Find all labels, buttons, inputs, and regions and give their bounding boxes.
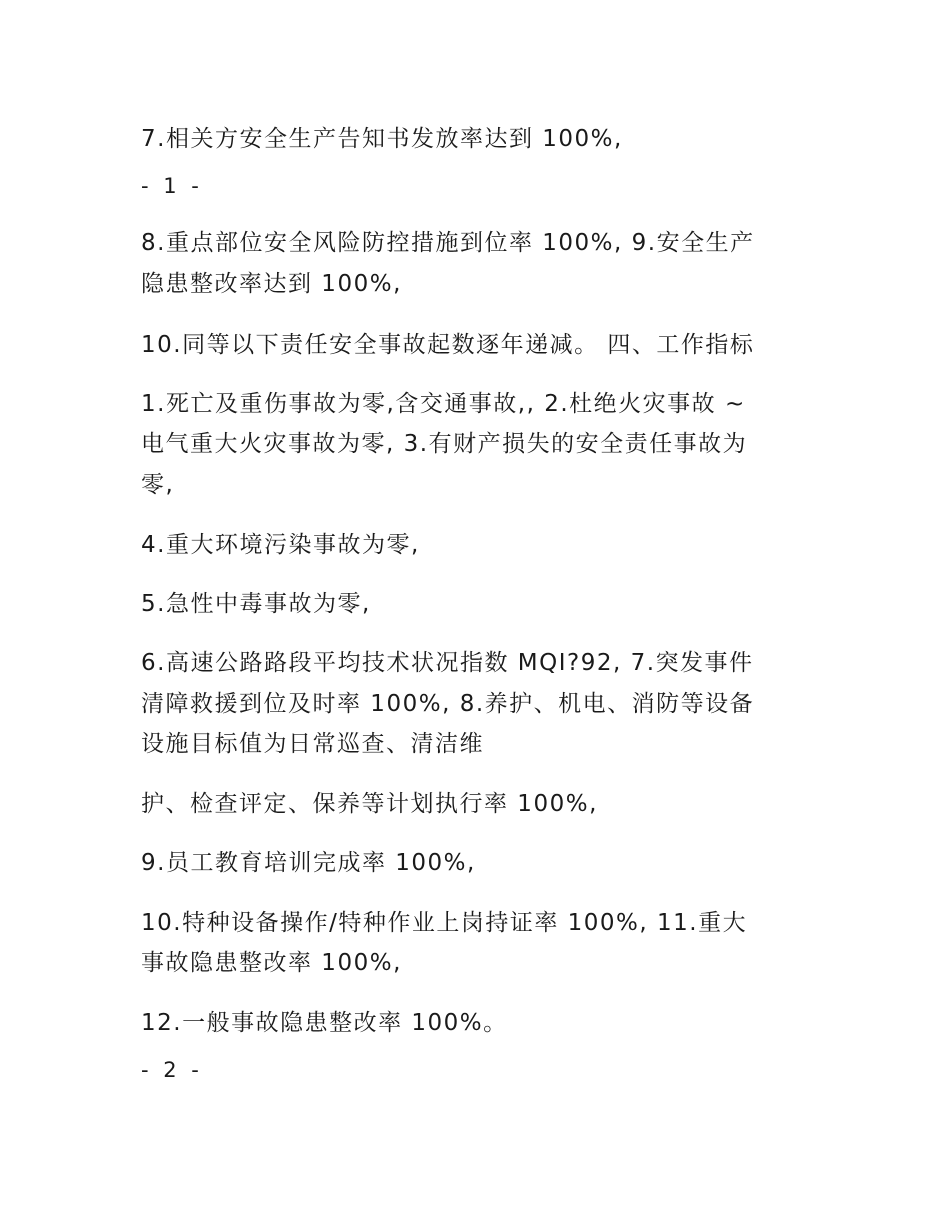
text-line: 零,: [141, 472, 175, 498]
page-number: - 2 -: [141, 1058, 203, 1082]
text-line: 10.同等以下责任安全事故起数逐年递减。 四、工作指标: [141, 332, 755, 358]
text-line: 8.重点部位安全风险防控措施到位率 100%, 9.安全生产: [141, 230, 755, 256]
text-line: 7.相关方安全生产告知书发放率达到 100%,: [141, 126, 623, 152]
text-line: 电气重大火灾事故为零, 3.有财产损失的安全责任事故为: [141, 431, 748, 457]
text-line: 4.重大环境污染事故为零,: [141, 532, 420, 558]
text-line: 隐患整改率达到 100%,: [141, 271, 402, 297]
text-line: 清障救援到位及时率 100%, 8.养护、机电、消防等设备: [141, 691, 755, 717]
text-line: 设施目标值为日常巡查、清洁维: [141, 731, 484, 757]
text-line: 5.急性中毒事故为零,: [141, 591, 371, 617]
text-line: 6.高速公路路段平均技术状况指数 MQI?92, 7.突发事件: [141, 650, 754, 676]
page-number: - 1 -: [141, 174, 203, 198]
text-line: 12.一般事故隐患整改率 100%。: [141, 1010, 508, 1036]
text-line: 9.员工教育培训完成率 100%,: [141, 850, 476, 876]
text-line: 10.特种设备操作/特种作业上岗持证率 100%, 11.重大: [141, 910, 748, 936]
text-line: 护、检查评定、保养等计划执行率 100%,: [141, 791, 598, 817]
text-line: 1.死亡及重伤事故为零,含交通事故,, 2.杜绝火灾事故 ~: [141, 391, 746, 417]
text-line: 事故隐患整改率 100%,: [141, 950, 402, 976]
